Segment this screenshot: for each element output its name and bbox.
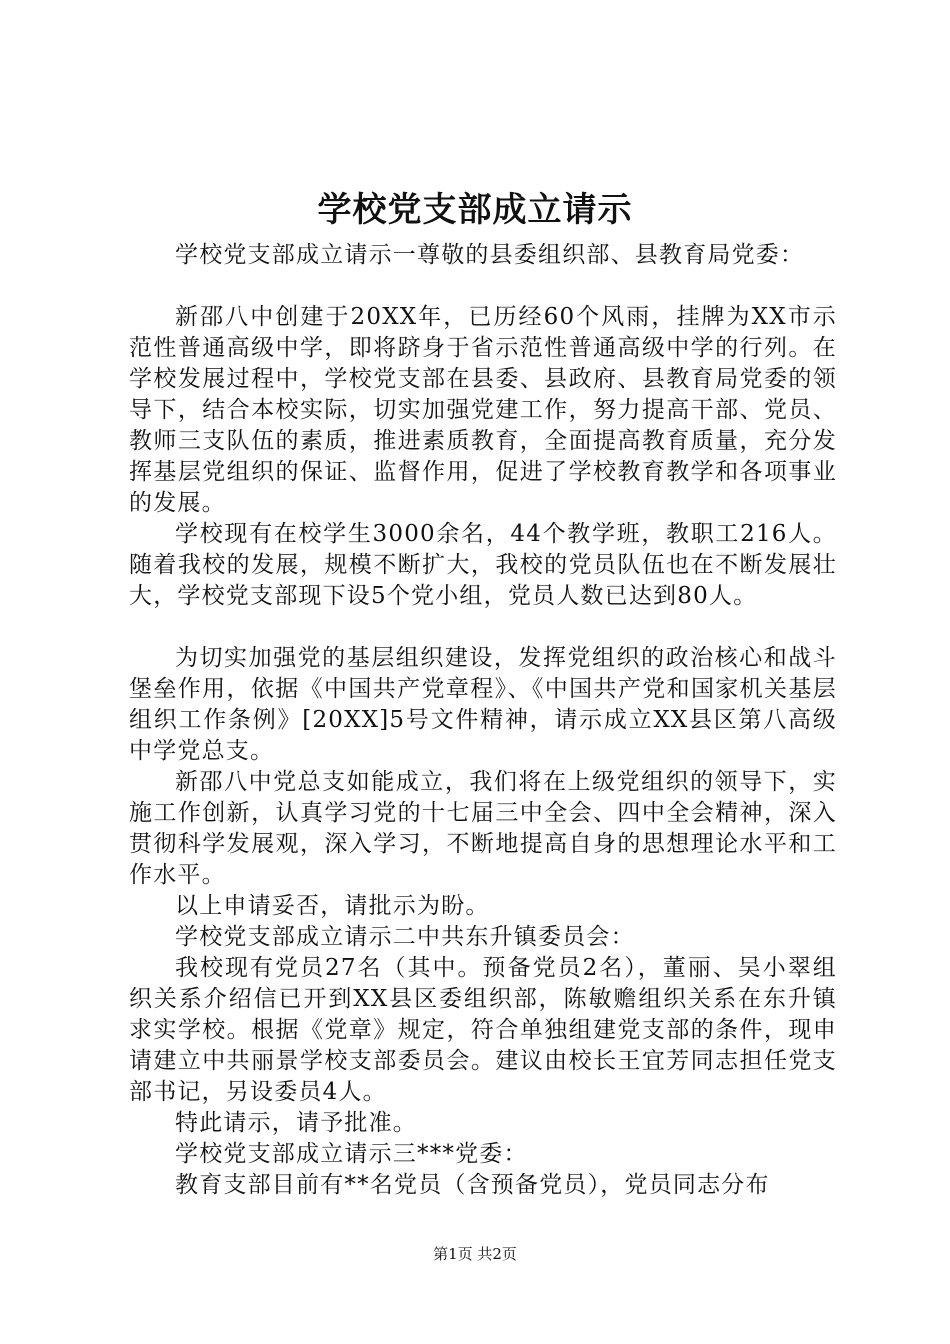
paragraph-spacer	[129, 612, 837, 643]
paragraph-school-history: 新邵八中创建于20XX年，已历经60个风雨，挂牌为XX市示范性普通高级中学，即将跻身于省示范性普通高级中学的行列。在学校发展过程中，学校党支部在县委、县政府、县教育局党委的领导下，结合本校实际，切实加强党建工作，努力提高干部、党员、教师三支队伍的素质，推进素质教育，全面提高教育质量，充分发挥基层党组织的保证、监督作用，促进了学校教育教学和各项事业的发展。	[129, 304, 837, 516]
paragraph-closing-2: 特此请示，请予批准。	[175, 1110, 417, 1136]
paragraph-spacer	[129, 271, 837, 302]
page-number: 第1页 共2页	[433, 1245, 517, 1263]
paragraph-closing-1: 以上申请妥否，请批示为盼。	[175, 893, 490, 919]
paragraph-party-members: 我校现有党员27名（其中。预备党员2名），董丽、吴小翠组织关系介绍信已开到XX县区委组织部，陈敏赡组织关系在东升镇求实学校。根据《党章》规定，符合单独组建党支部的条件，现申请建立中共丽景学校支部委员会。建议由校长王宜芳同志担任党支部书记，另设委员4人。	[129, 955, 837, 1105]
paragraph-salutation-1: 学校党支部成立请示一尊敬的县委组织部、县教育局党委：	[175, 242, 805, 268]
paragraph-school-scale: 学校现有在校学生3000余名，44个教学班，教职工216人。随着我校的发展，规模不断扩大，我校的党员队伍也在不断发展壮大，学校党支部现下设5个党小组，党员人数已达到80人。	[129, 521, 837, 609]
document-body	[129, 240, 837, 1201]
paragraph-salutation-2: 学校党支部成立请示二中共东升镇委员会：	[175, 924, 635, 950]
paragraph-branch-members: 教育支部目前有**名党员（含预备党员），党员同志分布	[175, 1172, 770, 1198]
document-title: 学校党支部成立请示	[317, 190, 633, 230]
paragraph-commitment: 新邵八中党总支如能成立，我们将在上级党组织的领导下，实施工作创新，认真学习党的十七届三中全会、四中全会精神，深入贯彻科学发展观，深入学习，不断地提高自身的思想理论水平和工作水平。	[129, 769, 837, 888]
paragraph-request-basis: 为切实加强党的基层组织建设，发挥党组织的政治核心和战斗堡垒作用，依据《中国共产党章程》、《中国共产党和国家机关基层组织工作条例》[20XX]5号文件精神，请示成立XX县区第八高级中学党总支。	[129, 645, 837, 764]
paragraph-salutation-3: 学校党支部成立请示三***党委：	[175, 1141, 528, 1167]
